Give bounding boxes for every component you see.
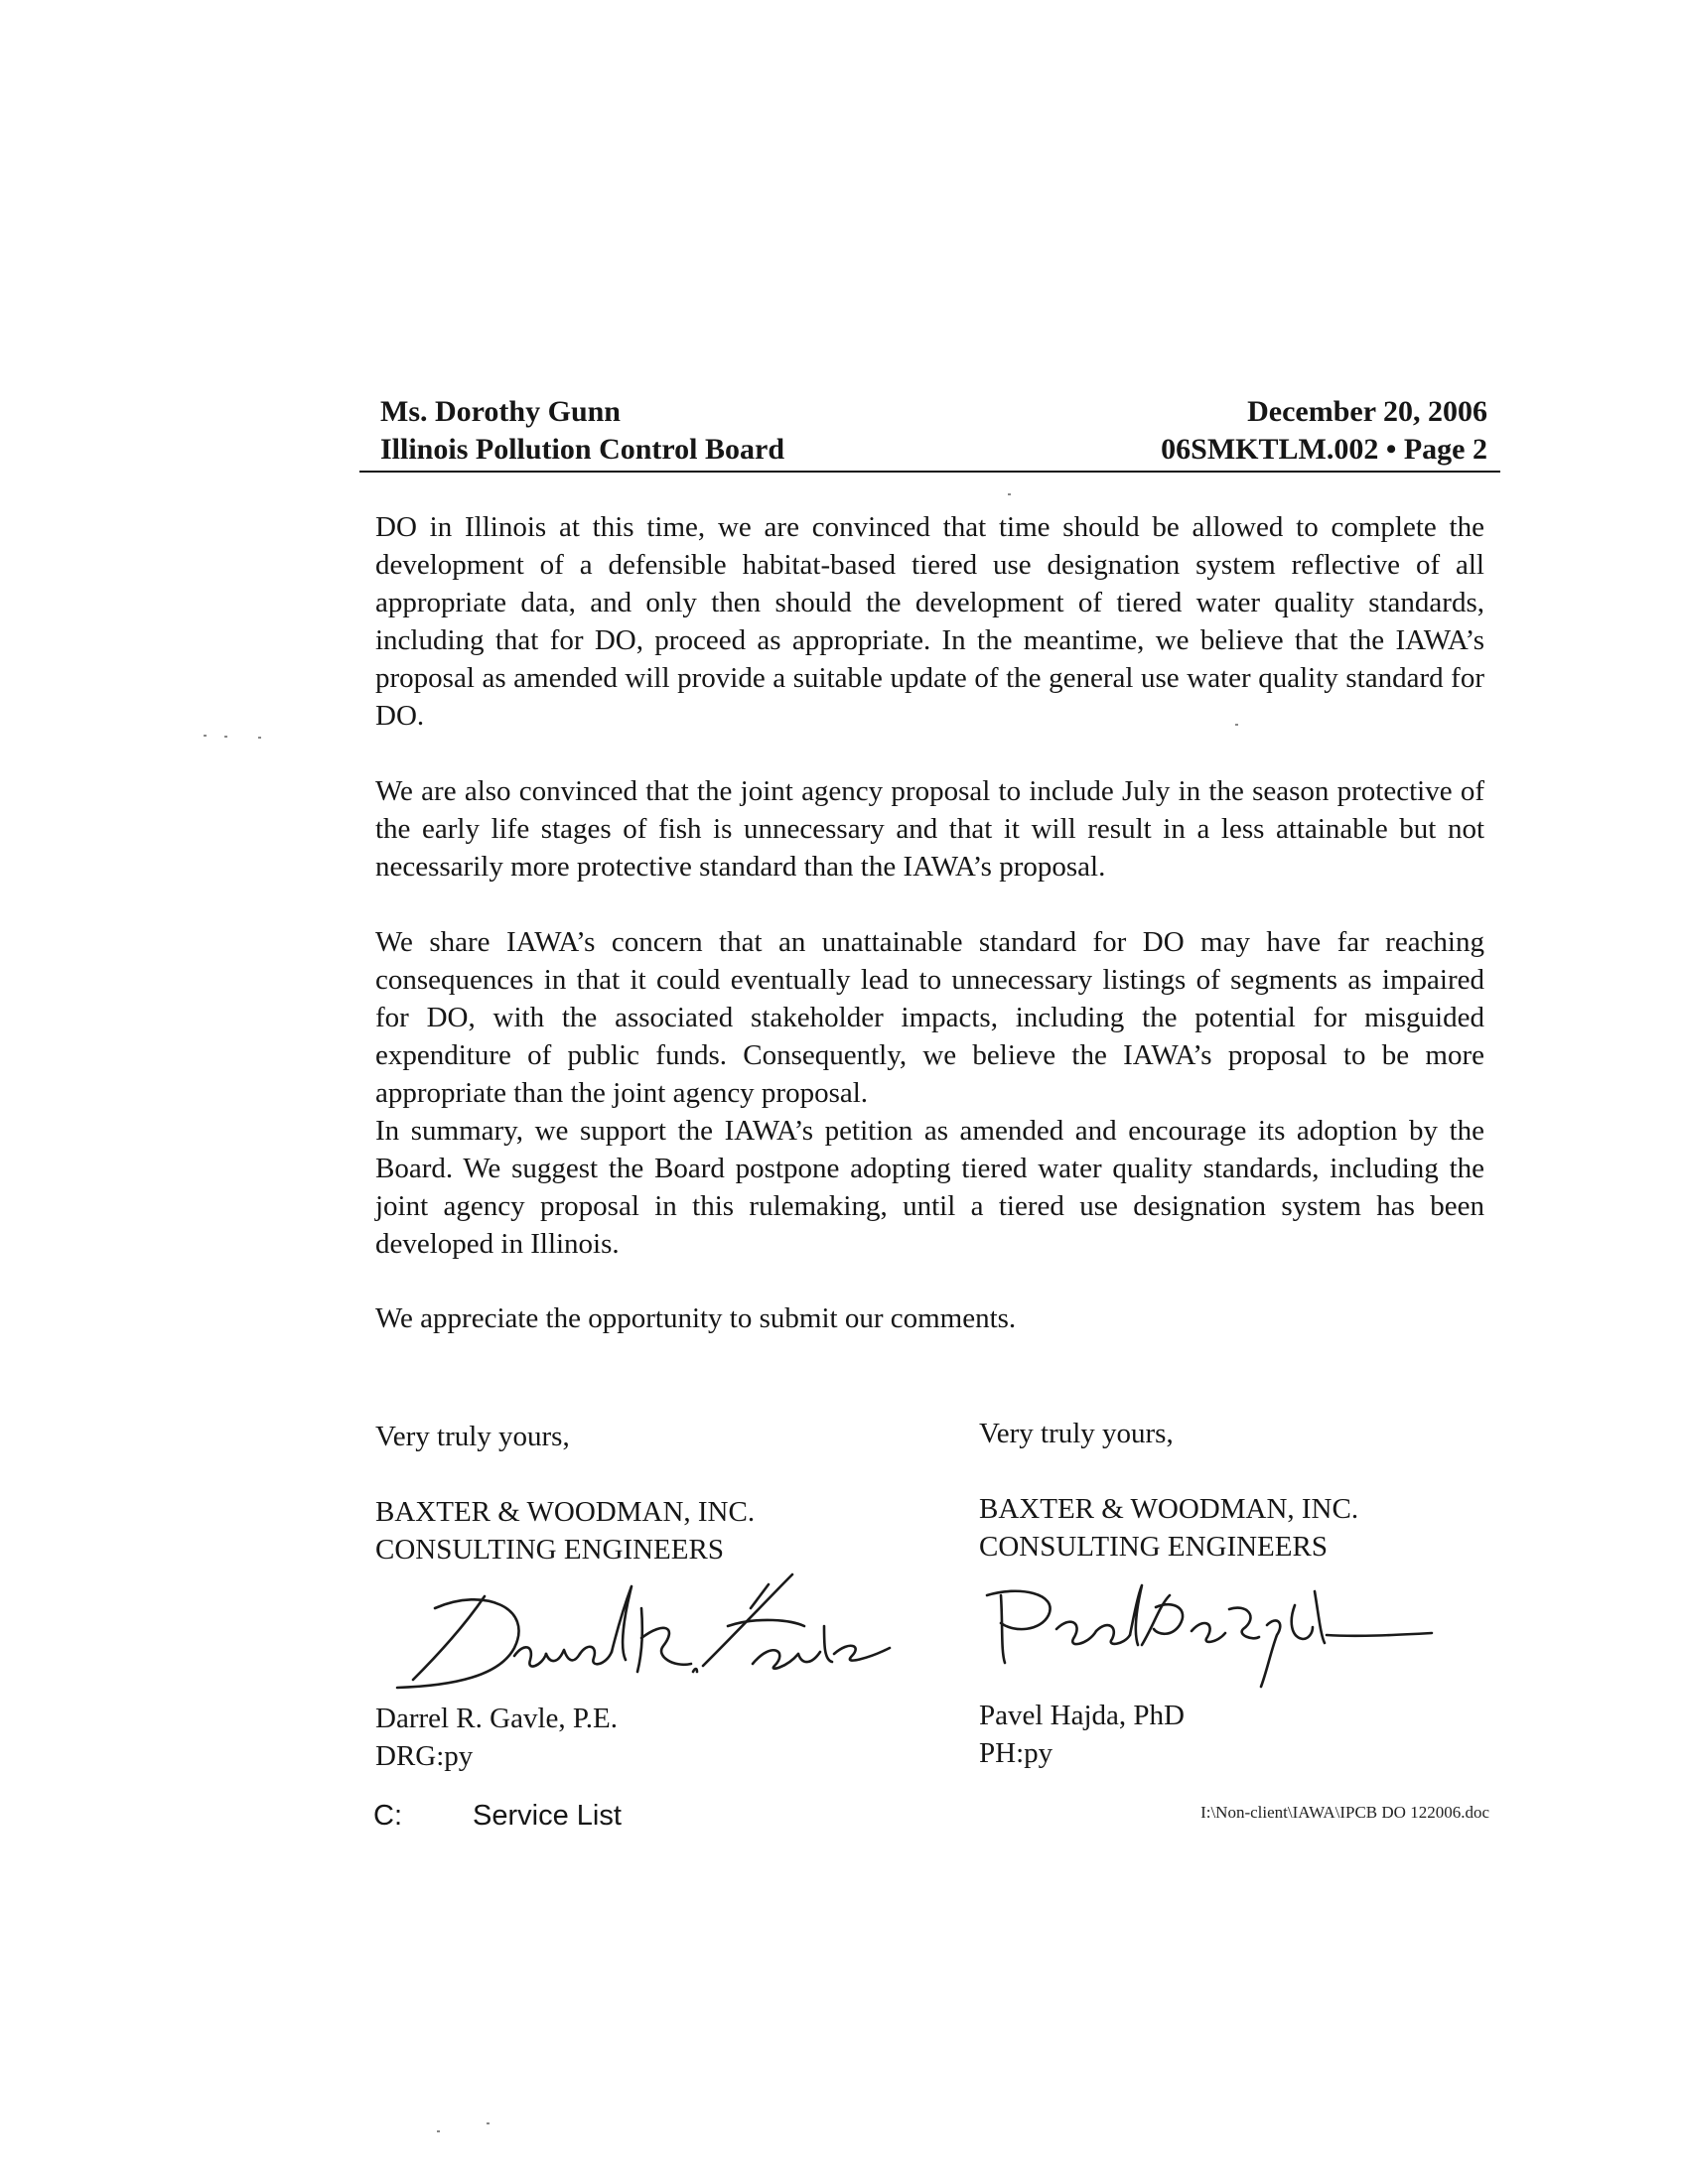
scan-speck <box>1008 493 1011 495</box>
scan-speck <box>437 2130 440 2132</box>
letter-reference: 06SMKTLM.002 • Page 2 <box>1161 433 1487 466</box>
signature-block-left <box>375 1418 892 1775</box>
body-paragraph-5: We appreciate the opportunity to submit our comments. <box>375 1302 1017 1334</box>
cc-label: C: <box>373 1800 402 1832</box>
body-paragraph-3: We share IAWA’s concern that an unattainable standard for DO may have far reaching consequences in that it could eventually lead to unnecessary listings of segments as impaired for DO, with the associated stakeholder impacts, including the potential for misguided expenditure of public funds. Consequently, we believe the IAWA’s proposal to be more appropriate than the joint agency proposal. <box>375 926 1484 1109</box>
body-paragraph-2: We are also convinced that the joint agency proposal to include July in the season protective of the early life stages of fish is unnecessary and that it will result in a less attainable but not necessarily more protective standard than the IAWA’s proposal. <box>375 775 1484 883</box>
scan-speck <box>204 735 207 737</box>
signature-right-drawing <box>979 1566 1436 1697</box>
body-paragraph-1: DO in Illinois at this time, we are convinced that time should be allowed to complete the development of a defensible habitat-based tiered use designation system reflective of all appropriate data, and only then should the development of tiered water quality standards, including that for DO, proceed as appropriate. In the meantime, we believe that the IAWA’s proposal as amended will provide a suitable update of the general use water quality standard for DO. <box>375 511 1484 732</box>
company-right: BAXTER & WOODMAN, INC. <box>979 1493 1359 1525</box>
letter-date: December 20, 2006 <box>1247 395 1487 428</box>
company-sub-left: CONSULTING ENGINEERS <box>375 1534 724 1566</box>
company-left: BAXTER & WOODMAN, INC. <box>375 1496 756 1528</box>
scan-speck <box>1235 724 1238 726</box>
initials-right: PH:py <box>979 1737 1053 1769</box>
scan-speck <box>487 2122 490 2124</box>
scan-speck <box>224 736 227 738</box>
recipient-name: Ms. Dorothy Gunn <box>380 395 621 428</box>
date-reference-block <box>1161 393 1487 469</box>
recipient-block <box>380 393 784 469</box>
handwritten-signature-left <box>375 1569 892 1700</box>
recipient-organization: Illinois Pollution Control Board <box>380 433 785 466</box>
handwritten-signature-right <box>979 1566 1436 1697</box>
signer-name-right: Pavel Hajda, PhD <box>979 1700 1185 1731</box>
body-paragraph-4: In summary, we support the IAWA’s petition as amended and encourage its adoption by the Board. We suggest the Board postpone adopting tiered water quality standards, including the joint agency proposal in this rulemaking, until a tiered use designation system has been developed in Illinois. <box>375 1115 1484 1260</box>
closing-right: Very truly yours, <box>979 1418 1174 1449</box>
scan-speck <box>258 737 261 739</box>
company-sub-right: CONSULTING ENGINEERS <box>979 1531 1328 1563</box>
closing-left: Very truly yours, <box>375 1421 570 1452</box>
initials-left: DRG:py <box>375 1740 474 1772</box>
signature-block-right <box>979 1415 1436 1772</box>
cc-value: Service List <box>473 1800 622 1832</box>
header-rule <box>359 471 1500 473</box>
file-path: I:\Non-client\IAWA\IPCB DO 122006.doc <box>1200 1803 1489 1822</box>
signer-name-left: Darrel R. Gavle, P.E. <box>375 1703 619 1734</box>
copy-list <box>373 1797 622 1835</box>
signature-left-drawing <box>375 1569 892 1700</box>
